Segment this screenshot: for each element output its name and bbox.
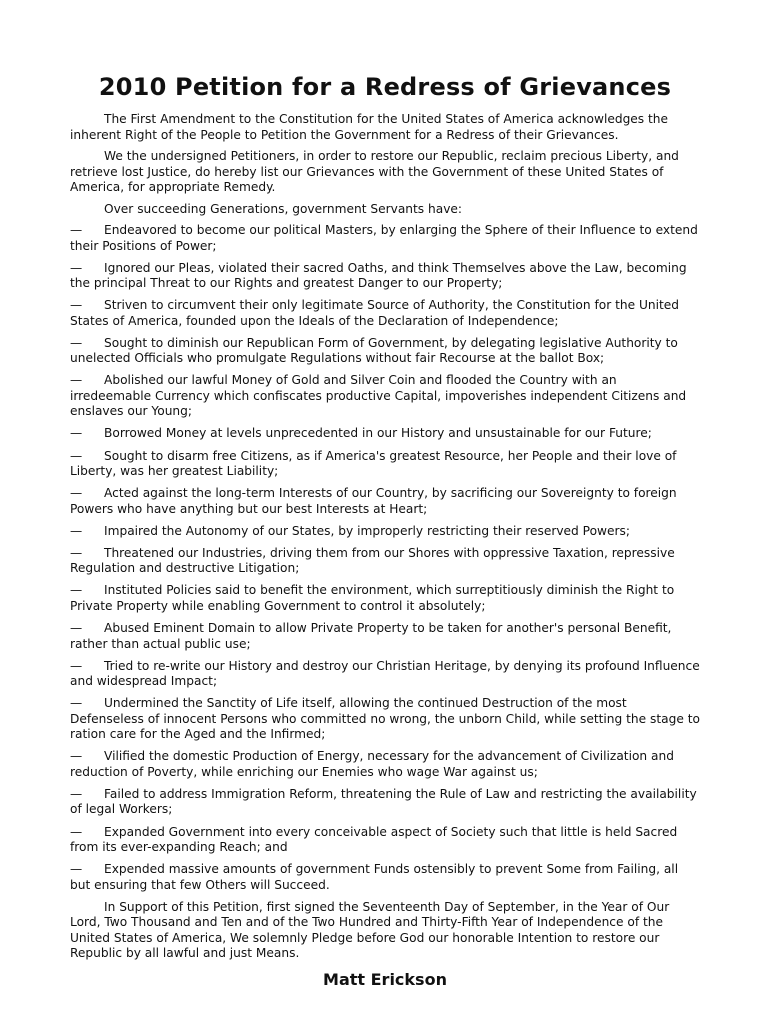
grievance-dash: — (70, 223, 83, 237)
document-title: 2010 Petition for a Redress of Grievances (98, 73, 672, 101)
grievance-item (70, 583, 700, 614)
grievance-dash: — (70, 298, 83, 313)
grievance-text: Expended massive amounts of government Funds ostensibly to prevent Some from Failing, all but ensuring that few Others will Succeed. (70, 862, 679, 892)
grievance-item (70, 486, 700, 517)
grievance-item (70, 336, 700, 367)
grievance-text: Striven to circumvent their only legitimate Source of Authority, the Constitution for the United States of America, founded upon the Ideals of the Declaration of Independence; (70, 298, 679, 328)
grievance-text: Sought to disarm free Citizens, as if America's greatest Resource, her People and their love of Liberty, was her greatest Liability; (70, 448, 677, 479)
grievance-item (70, 787, 700, 818)
grievance-text: Abolished our lawful Money of Gold and Silver Coin and flooded the Country with an irredeemable Currency which confiscates productive Capital, impoverishes independent Citizens and enslaves our Young; (70, 373, 687, 419)
document-page (70, 72, 700, 990)
grievance-text: Undermined the Sanctity of Life itself, allowing the continued Destruction of the most Defenseless of innocent Persons who committed no wrong, the unborn Child, while setting the stage to ration care for the Aged and the Infirmed; (70, 696, 700, 742)
grievance-text: Borrowed Money at levels unprecedented in our History and unsustainable for our Future; (104, 426, 652, 441)
grievance-dash: — (70, 621, 83, 636)
grievance-dash: — (70, 696, 83, 711)
grievance-dash: — (70, 426, 83, 441)
intro-paragraph-petitioners: We the undersigned Petitioners, in order to restore our Republic, reclaim precious Liberty, and retrieve lost Justice, do hereby list our Grievances with the Government of these United States of America, for appropriate Remedy. (70, 149, 679, 194)
grievance-text: Sought to diminish our Republican Form of Government, by delegating legislative Authority to unelected Officials who promulgate Regulations without fair Recourse at the ballot Box; (70, 335, 678, 366)
grievance-dash: — (70, 335, 83, 350)
grievance-item (70, 373, 700, 420)
grievance-text: Expanded Government into every conceivable aspect of Society such that little is held Sacred from its ever-expanding Reach; and (70, 824, 678, 854)
grievance-text: Acted against the long-term Interests of our Country, by sacrificing our Sovereignty to foreign Powers who have anything but our best Interests at Heart; (70, 486, 677, 516)
signature-name: Matt Erickson (323, 969, 447, 989)
grievance-dash: — (70, 862, 83, 877)
grievance-text: Instituted Policies said to benefit the environment, which surreptitiously diminish the Right to Private Property while enabling Government to control it absolutely; (70, 583, 675, 613)
grievance-text: Endeavored to become our political Masters, by enlarging the Sphere of their Influence to extend their Positions of Power; (70, 223, 698, 253)
grievance-item (70, 621, 700, 652)
grievance-dash: — (70, 260, 83, 275)
grievance-item (70, 749, 700, 780)
grievance-text: Impaired the Autonomy of our States, by improperly restricting their reserved Powers; (104, 523, 630, 538)
grievances-lead-in: Over succeeding Generations, government Servants have: (104, 201, 463, 216)
closing-paragraph: In Support of this Petition, first signed the Seventeenth Day of September, in the Year of Our Lord, Two Thousand and Ten and of the Two Hundred and Thirty-Fifth Year of Independence of the United States of America, We solemnly Pledge before God our honorable Intention to restore our Republic by all lawful and just Means. (70, 899, 670, 961)
grievance-text: Failed to address Immigration Reform, threatening the Rule of Law and restricting the availability of legal Workers; (70, 786, 697, 817)
grievance-item (70, 825, 700, 856)
grievance-text: Ignored our Pleas, violated their sacred Oaths, and think Themselves above the Law, becoming the principal Threat to our Rights and greatest Danger to our Property; (70, 260, 687, 291)
grievance-text: Abused Eminent Domain to allow Private Property to be taken for another's personal Benefit, rather than actual public use; (70, 621, 672, 651)
grievance-dash: — (70, 373, 83, 388)
grievance-dash: — (70, 448, 83, 463)
grievance-item (70, 659, 700, 690)
grievance-list (70, 223, 700, 893)
grievance-dash: — (70, 786, 83, 801)
grievance-item (70, 546, 700, 577)
intro-paragraph-first-amendment: The First Amendment to the Constitution for the United States of America acknowledges the inherent Right of the People to Petition the Government for a Redress of their Grievances. (70, 112, 669, 142)
grievance-item (70, 862, 700, 893)
grievance-item (70, 261, 700, 292)
grievance-item (70, 696, 700, 743)
grievance-item (70, 426, 700, 442)
grievance-dash: — (70, 523, 83, 538)
grievance-dash: — (70, 749, 83, 764)
grievance-dash: — (70, 658, 83, 673)
grievance-text: Tried to re-write our History and destroy our Christian Heritage, by denying its profound Influence and widespread Impact; (70, 658, 700, 689)
grievance-text: Vilified the domestic Production of Energy, necessary for the advancement of Civilization and reduction of Poverty, while enriching our Enemies who wage War against us; (70, 749, 674, 779)
grievance-item (70, 298, 700, 329)
grievance-dash: — (70, 824, 83, 839)
grievance-item (70, 524, 700, 540)
grievance-item (70, 449, 700, 480)
grievance-text: Threatened our Industries, driving them from our Shores with oppressive Taxation, repressive Regulation and destructive Litigation; (70, 545, 675, 576)
grievance-item (70, 223, 700, 254)
grievance-dash: — (70, 545, 83, 560)
grievance-dash: — (70, 583, 83, 598)
grievance-dash: — (70, 486, 83, 501)
